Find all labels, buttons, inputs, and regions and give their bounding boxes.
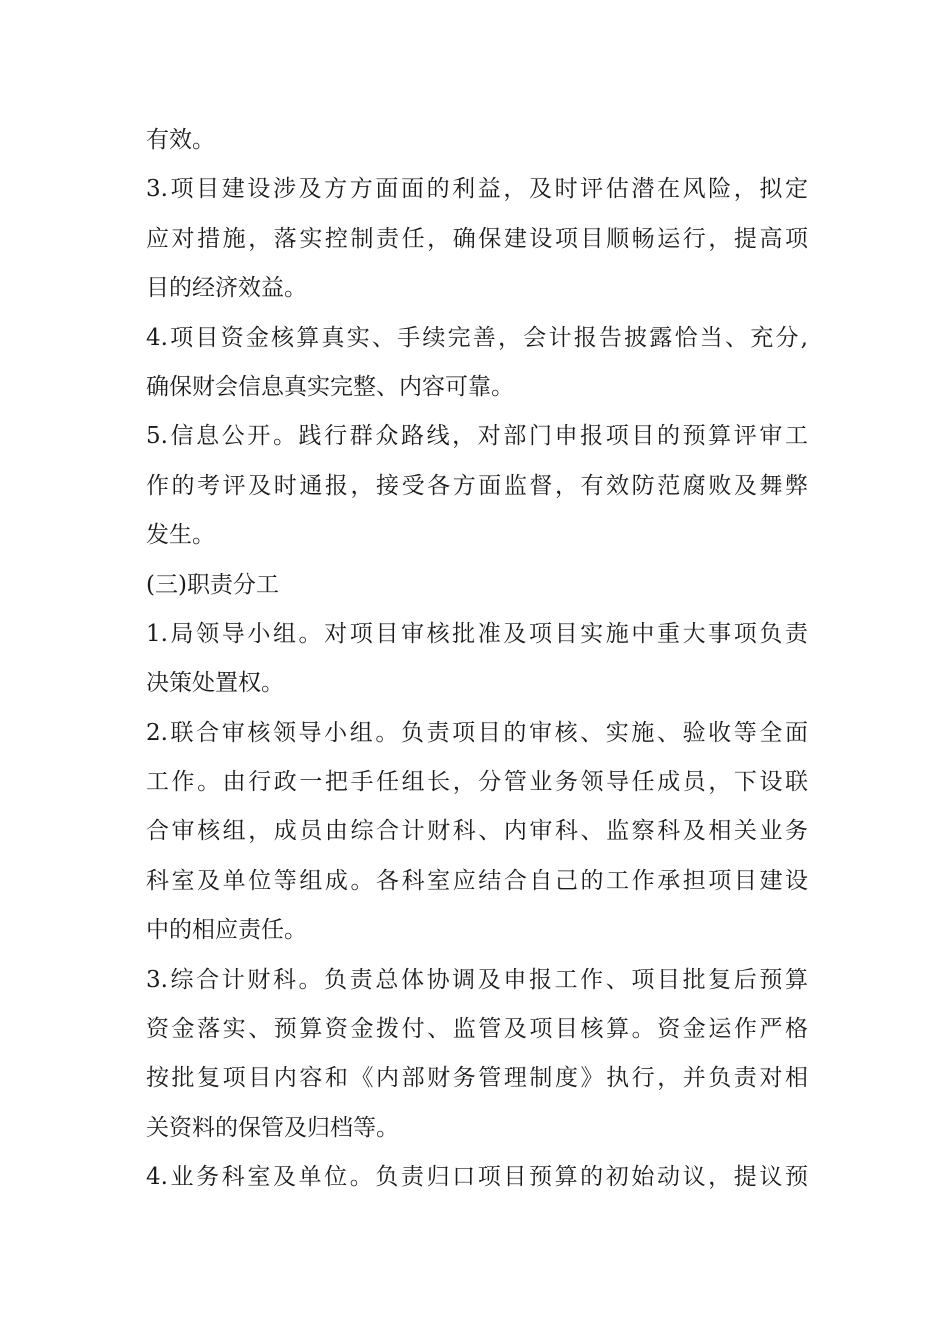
text-line: 决策处置权。 [146, 670, 284, 697]
text-line: 科室及单位等组成。各科室应结合自己的工作承担项目建设 [146, 867, 808, 894]
text-line: 作的考评及时通报，接受各方面监督，有效防范腐败及舞弊 [146, 472, 808, 499]
text-line: 按批复项目内容和《内部财务管理制度》执行，并负责对相 [146, 1065, 808, 1092]
text-line: 中的相应责任。 [146, 917, 307, 944]
text-line: 4.业务科室及单位。负责归口项目预算的初始动议，提议预 [146, 1164, 808, 1191]
document-body [146, 116, 808, 1203]
text-line: 工作。由行政一把手任组长，分管业务领导任成员，下设联 [146, 769, 808, 796]
text-line: 4.项目资金核算真实、手续完善，会计报告披露恰当、充分, [146, 324, 808, 351]
text-line: 发生。 [146, 522, 215, 549]
text-line: 5.信息公开。践行群众路线，对部门申报项目的预算评审工 [146, 423, 808, 450]
text-line: 3.综合计财科。负责总体协调及申报工作、项目批复后预算 [146, 966, 808, 993]
text-line: 关资料的保管及归档等。 [146, 1114, 399, 1141]
text-line: (三)职责分工 [146, 571, 279, 598]
text-line: 2.联合审核领导小组。负责项目的审核、实施、验收等全面 [146, 719, 808, 746]
text-line: 目的经济效益。 [146, 275, 307, 302]
text-line: 确保财会信息真实完整、内容可靠。 [146, 373, 514, 400]
text-line: 资金落实、预算资金拨付、监管及项目核算。资金运作严格 [146, 1016, 808, 1043]
text-line: 有效。 [146, 127, 215, 153]
text-line: 1.局领导小组。对项目审核批准及项目实施中重大事项负责 [146, 620, 808, 647]
text-line: 3.项目建设涉及方方面面的利益，及时评估潜在风险，拟定 [146, 176, 808, 203]
text-line: 合审核组，成员由综合计财科、内审科、监察科及相关业务 [146, 818, 808, 845]
text-line: 应对措施，落实控制责任，确保建设项目顺畅运行，提高项 [146, 225, 808, 252]
